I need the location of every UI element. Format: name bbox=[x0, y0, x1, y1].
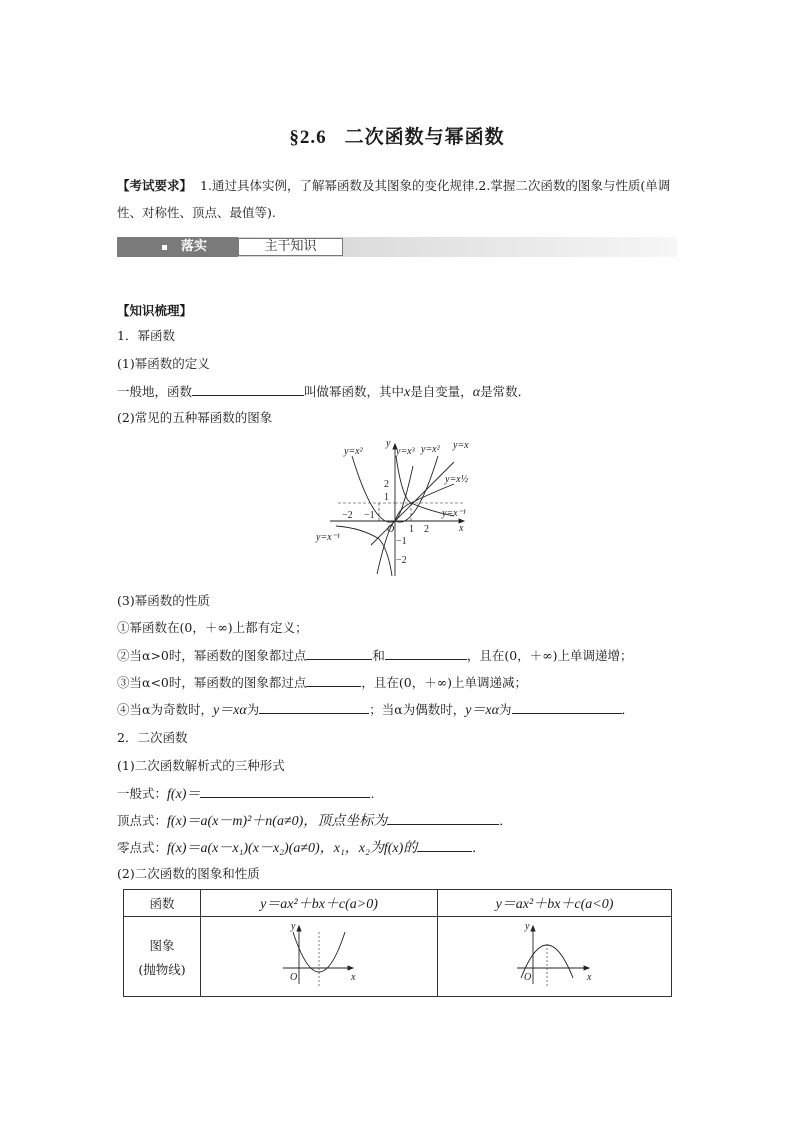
section-2-1-heading: (1)二次函数解析式的三种形式 bbox=[117, 758, 285, 773]
table-header-a-neg bbox=[438, 890, 672, 917]
var-alpha: α bbox=[472, 385, 481, 400]
property-2-text-b: 和 bbox=[372, 648, 385, 663]
label-y-xinv-right: y=x⁻¹ bbox=[442, 508, 466, 519]
blank-general-form[interactable] bbox=[200, 784, 370, 798]
tick-x-m1: −1 bbox=[364, 510, 375, 521]
section-number: §2.6 bbox=[289, 127, 327, 148]
pos-label-y: y bbox=[291, 921, 296, 932]
table-row-label-1: 图象 bbox=[149, 937, 175, 953]
square-bullet-icon bbox=[162, 245, 167, 250]
definition-line bbox=[117, 382, 530, 402]
tick-x-m2: −2 bbox=[342, 510, 353, 521]
section-banner bbox=[117, 237, 677, 257]
property-3 bbox=[117, 673, 527, 692]
form-zero-formula: f(x)＝a(x－x₁)(x－x₂)(a≠0)，x₁，x₂为f(x)的 bbox=[167, 841, 418, 856]
var-x: x bbox=[404, 385, 411, 400]
tick-x-1: 1 bbox=[409, 524, 414, 535]
property-4-formula-2: y＝xα bbox=[465, 703, 499, 718]
blank-point-2[interactable] bbox=[385, 646, 467, 660]
blank-point-3[interactable] bbox=[306, 673, 361, 687]
property-4-text-e: ． bbox=[621, 702, 635, 717]
blank-zero[interactable] bbox=[417, 838, 472, 852]
label-axis-x: x bbox=[459, 523, 464, 534]
tick-y-1: 1 bbox=[384, 492, 389, 503]
form-vertex bbox=[117, 811, 512, 831]
table-row-label-2: (抛物线) bbox=[138, 961, 186, 977]
parabola-up-graph bbox=[279, 920, 359, 990]
form-general bbox=[117, 784, 374, 804]
table-cell-graph-pos bbox=[201, 917, 438, 997]
property-2 bbox=[117, 646, 633, 665]
section-1-3-heading: (3)幂函数的性质 bbox=[117, 593, 210, 608]
label-origin: O bbox=[387, 524, 395, 535]
pos-x-arrow-icon bbox=[348, 966, 353, 970]
definition-text-c: 是自变量， bbox=[410, 384, 473, 399]
banner-dark-label: 落实 bbox=[181, 239, 208, 254]
property-4-text-c: ；当α为偶数时， bbox=[369, 702, 466, 717]
property-2-text-a: ②当α>0时，幂函数的图象都过点 bbox=[117, 648, 307, 663]
pos-label-origin: O bbox=[290, 972, 298, 983]
label-y-x2b: y=x² bbox=[421, 444, 440, 455]
blank-even[interactable] bbox=[512, 700, 622, 714]
definition-text-b: 叫做幂函数，其中 bbox=[304, 384, 405, 399]
table-header-a-pos-text: y＝ax²＋bx＋c(a>0) bbox=[260, 897, 378, 912]
label-y-x: y=x bbox=[453, 440, 469, 451]
property-4-text-a: ④当α为奇数时， bbox=[117, 702, 213, 717]
knowledge-heading-text: 【知识梳理】 bbox=[117, 303, 193, 318]
section-1-1-heading: (1)幂函数的定义 bbox=[117, 356, 210, 371]
section-2-2-heading: (2)二次函数的图象和性质 bbox=[117, 866, 260, 881]
neg-label-origin: O bbox=[523, 972, 531, 983]
form-general-label: 一般式： bbox=[117, 786, 168, 801]
property-1: ①幂函数在(0，＋∞)上都有定义； bbox=[117, 620, 308, 635]
label-y-xhalf: y=x½ bbox=[445, 474, 469, 485]
blank-vertex-coord[interactable] bbox=[387, 811, 499, 825]
form-zero bbox=[117, 838, 485, 858]
table-row-graph bbox=[124, 917, 672, 997]
form-vertex-label: 顶点式： bbox=[117, 813, 168, 828]
definition-text-a: 一般地，函数 bbox=[117, 384, 193, 399]
form-zero-end: ． bbox=[472, 840, 485, 855]
exam-requirement bbox=[117, 172, 679, 226]
blank-definition[interactable] bbox=[192, 382, 304, 396]
form-general-end: . bbox=[370, 786, 375, 801]
label-y-x2: y=x² bbox=[344, 446, 363, 457]
property-3-text-b: ，且在(0，＋∞)上单调递减； bbox=[361, 675, 527, 690]
blank-odd[interactable] bbox=[259, 700, 369, 714]
neg-label-y: y bbox=[524, 921, 529, 932]
property-4-text-b: 为 bbox=[246, 702, 260, 717]
definition-text-d: 是常数． bbox=[480, 384, 531, 399]
table-row-label bbox=[124, 917, 201, 997]
section-1-heading: 1．幂函数 bbox=[117, 328, 175, 343]
property-2-text-c: ，且在(0，＋∞)上单调递增； bbox=[466, 648, 633, 663]
table-cell-graph-neg bbox=[438, 917, 672, 997]
curve-y-xinv-left bbox=[336, 524, 395, 576]
neg-x-arrow-icon bbox=[584, 966, 589, 970]
knowledge-heading bbox=[117, 302, 192, 320]
table-header-row bbox=[124, 890, 672, 917]
table-header-a-neg-text: y＝ax²＋bx＋c(a<0) bbox=[495, 897, 614, 912]
tick-x-2: 2 bbox=[424, 524, 429, 535]
power-function-graph bbox=[314, 436, 484, 582]
table-header-a-pos bbox=[201, 890, 438, 917]
label-axis-y: y bbox=[386, 438, 391, 449]
pos-y-arrow-icon bbox=[297, 926, 301, 931]
parabola-down-graph bbox=[515, 920, 595, 990]
label-y-x3: y=x³ bbox=[396, 446, 415, 457]
form-vertex-formula: f(x)＝a(x－m)²＋n(a≠0)，顶点坐标为 bbox=[167, 814, 388, 829]
banner-light-label: 主干知识 bbox=[238, 238, 343, 256]
quadratic-table bbox=[123, 889, 672, 997]
form-vertex-end: ． bbox=[499, 813, 512, 828]
tick-y-2: 2 bbox=[384, 479, 389, 490]
page-title bbox=[0, 122, 794, 149]
requirement-tag: 【考试要求】 bbox=[117, 178, 193, 193]
section-2-heading: 2．二次函数 bbox=[117, 730, 188, 745]
form-zero-label: 零点式： bbox=[117, 840, 168, 855]
requirement-text: 1.通过具体实例，了解幂函数及其图象的变化规律.2.掌握二次函数的图象与性质(单调性、对称性、顶点、最值等). bbox=[117, 178, 671, 220]
property-3-text-a: ③当α<0时，幂函数的图象都过点 bbox=[117, 675, 307, 690]
section-1-2-heading: (2)常见的五种幂函数的图象 bbox=[117, 410, 273, 425]
property-4 bbox=[117, 700, 634, 720]
property-4-text-d: 为 bbox=[498, 702, 512, 717]
section-title: 二次函数与幂函数 bbox=[344, 126, 505, 148]
form-general-formula: f(x)＝ bbox=[167, 787, 201, 802]
property-4-formula-1: y＝xα bbox=[212, 703, 247, 718]
table-header-func: 函数 bbox=[124, 890, 201, 917]
neg-y-arrow-icon bbox=[531, 926, 535, 931]
tick-y-m1: −1 bbox=[396, 536, 407, 547]
tick-y-m2: −2 bbox=[396, 555, 407, 566]
blank-point-1[interactable] bbox=[306, 646, 372, 660]
neg-label-x: x bbox=[586, 972, 591, 983]
banner-dark-tab bbox=[117, 237, 238, 257]
pos-label-x: x bbox=[351, 972, 356, 983]
label-y-xinv-left: y=x⁻¹ bbox=[316, 532, 340, 543]
